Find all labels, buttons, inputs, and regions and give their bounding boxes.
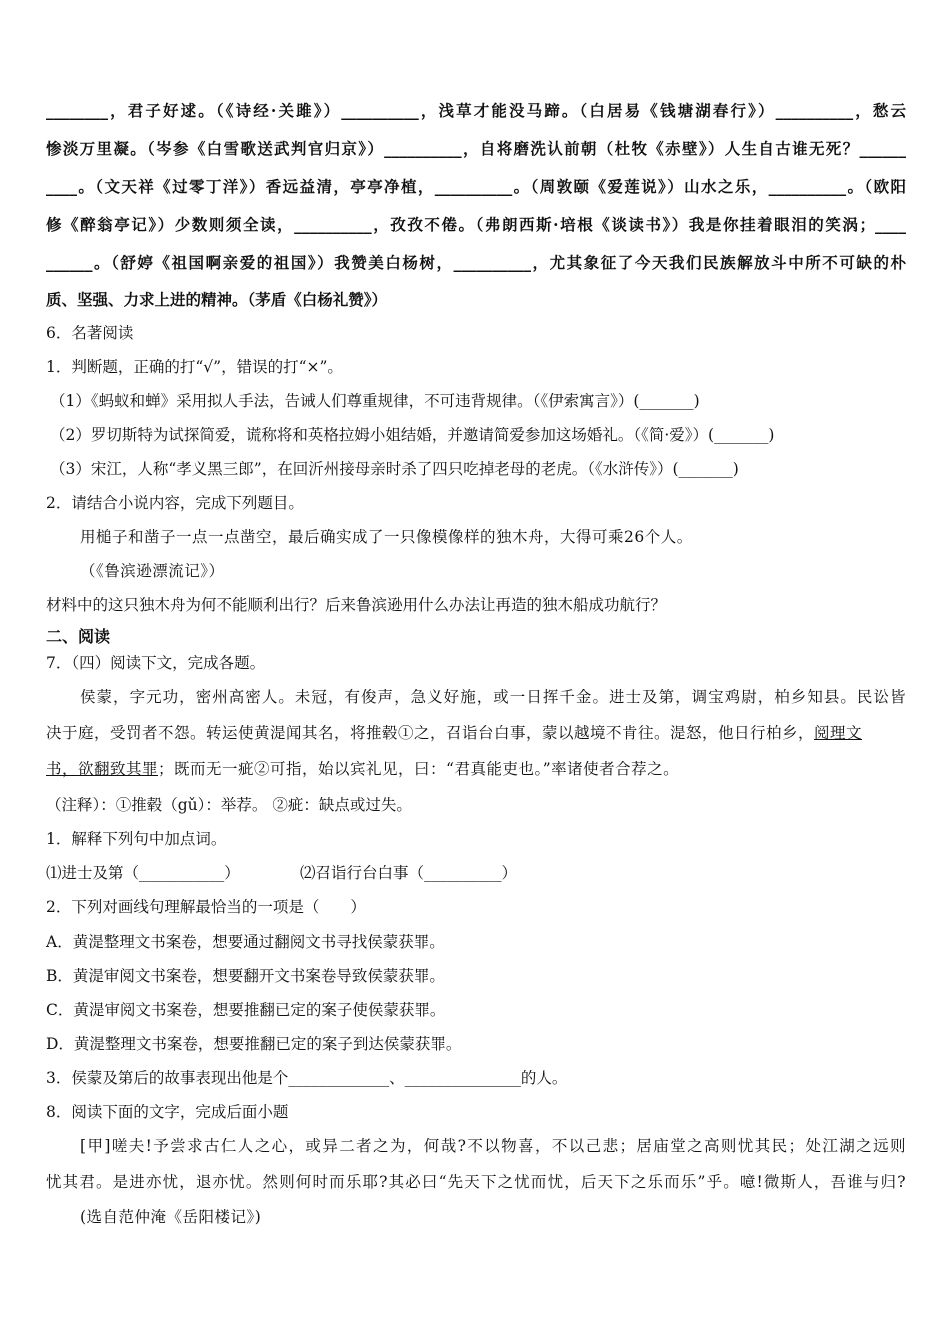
q7-sub2: 2．下列对画线句理解最恰当的一项是（ ） [46,898,366,916]
q7-sub1: 1．解释下列句中加点词。 [46,830,227,848]
q6-item-3: （3）宋江，人称“孝义黑三郎”，在回沂州接母亲时杀了四只吃掉老母的老虎。（《水浒传》）(_______) [50,460,739,478]
q7-underlined-phrase-2: 书，欲翻致其罪 [46,760,159,778]
q6-sub2: 2．请结合小说内容，完成下列题目。 [46,494,304,512]
q7-option-b: B．黄湜审阅文书案卷，想要翻开文书案卷导致侯蒙获罪。 [46,967,445,985]
q7-passage-line-3-text: ；既而无一疵②可指，始以宾礼见，曰：“君真能吏也。”率诸使者合荐之。 [158,760,680,778]
q7-passage-line-1: 侯蒙，字元功，密州高密人。未冠，有俊声，急义好施，或一日挥千金。进士及第，调宝鸡尉，柏乡知县。民讼皆 [80,688,906,706]
section-title-reading: 二、阅读 [46,627,111,646]
q7-fill-1: ⑴进士及第（___________） [46,864,240,882]
poetry-fill-line-3: ____。（文天祥《过零丁洋》）香远益清，亭亭净植，__________。（周敦颐《爱莲说》）山水之乐，__________。（欧阳 [46,177,906,196]
q7-passage-line-2-text: 决于庭，受罚者不怨。转运使黄湜闻其名，将推毂①之，召诣台白事，蒙以越境不肯往。湜怒，他日行柏乡， [46,724,815,742]
q6-quote-source: （《鲁滨逊漂流记》） [80,562,225,580]
q8-title: 8．阅读下面的文字，完成后面小题 [46,1103,289,1121]
q7-note: （注释）：①推毂（gǔ）：举荐。 ②疵：缺点或过失。 [46,796,412,814]
q8-passage-line-1: [甲]嗟夫!予尝求古仁人之心，或异二者之为，何哉?不以物喜，不以己悲；居庙堂之高则忧其民；处江湖之远则 [80,1137,906,1155]
q6-quote: 用槌子和凿子一点一点凿空，最后确实成了一只像模像样的独木舟，大得可乘26个人。 [80,528,693,546]
q7-passage-line-2 [46,723,906,743]
q6-item-2: （2）罗切斯特为试探简爱，谎称将和英格拉姆小姐结婚，并邀请简爱参加这场婚礼。（《简·爱》）(_______) [50,426,775,444]
q7-option-d: D．黄湜整理文书案卷，想要推翻已定的案子到达侯蒙获罪。 [46,1035,462,1053]
q6-title: 6．名著阅读 [46,324,134,342]
q7-option-a: A．黄湜整理文书案卷，想要通过翻阅文书寻找侯蒙获罪。 [46,933,445,951]
q7-underlined-phrase-1: 阅理文 [814,724,863,742]
poetry-fill-line-5: ______。（舒婷《祖国啊亲爱的祖国》）我赞美白杨树，__________，尤其象征了今天我们民族解放斗中所不可缺的朴 [46,253,906,272]
q6-item-1: （1）《蚂蚁和蝉》采用拟人手法，告诫人们尊重规律，不可违背规律。（《伊索寓言》）(_______) [50,392,700,410]
q7-passage-line-3 [46,759,906,779]
q7-option-c: C．黄湜审阅文书案卷，想要推翻已定的案子使侯蒙获罪。 [46,1001,446,1019]
q7-title: 7．（四）阅读下文，完成各题。 [46,654,266,672]
q6-sub1: 1．判断题，正确的打“√”，错误的打“×”。 [46,358,343,376]
q8-source: (选自范仲淹《岳阳楼记》) [80,1208,262,1226]
poetry-fill-line-1: ________，君子好逑。（《诗经·关雎》）__________，浅草才能没马蹄。（白居易《钱塘湖春行》）__________，愁云 [46,101,906,120]
q7-fill-2: ⑵召诣行台白事（__________） [300,864,518,882]
poetry-fill-line-6: 质、坚强、力求上进的精神。（茅盾《白杨礼赞》） [46,290,388,309]
q7-sub3: 3．侯蒙及第后的故事表现出他是个_____________、_______________的人。 [46,1069,568,1087]
q8-passage-line-2: 忧其君。是进亦忧，退亦忧。然则何时而乐耶?其必曰“先天下之忧而忧，后天下之乐而乐”乎。噫!微斯人，吾谁与归? [46,1173,906,1191]
poetry-fill-line-2: 惨淡万里凝。（岑参《白雪歌送武判官归京》）__________，自将磨洗认前朝（杜牧《赤壁》）人生自古谁无死？______ [46,139,906,158]
poetry-fill-line-4: 修《醉翁亭记》）少数则须全读，__________，孜孜不倦。（弗朗西斯·培根《谈读书》）我是你挂着眼泪的笑涡；____ [46,215,906,234]
q6-question: 材料中的这只独木舟为何不能顺利出行？后来鲁滨逊用什么办法让再造的独木船成功航行？ [46,596,667,614]
